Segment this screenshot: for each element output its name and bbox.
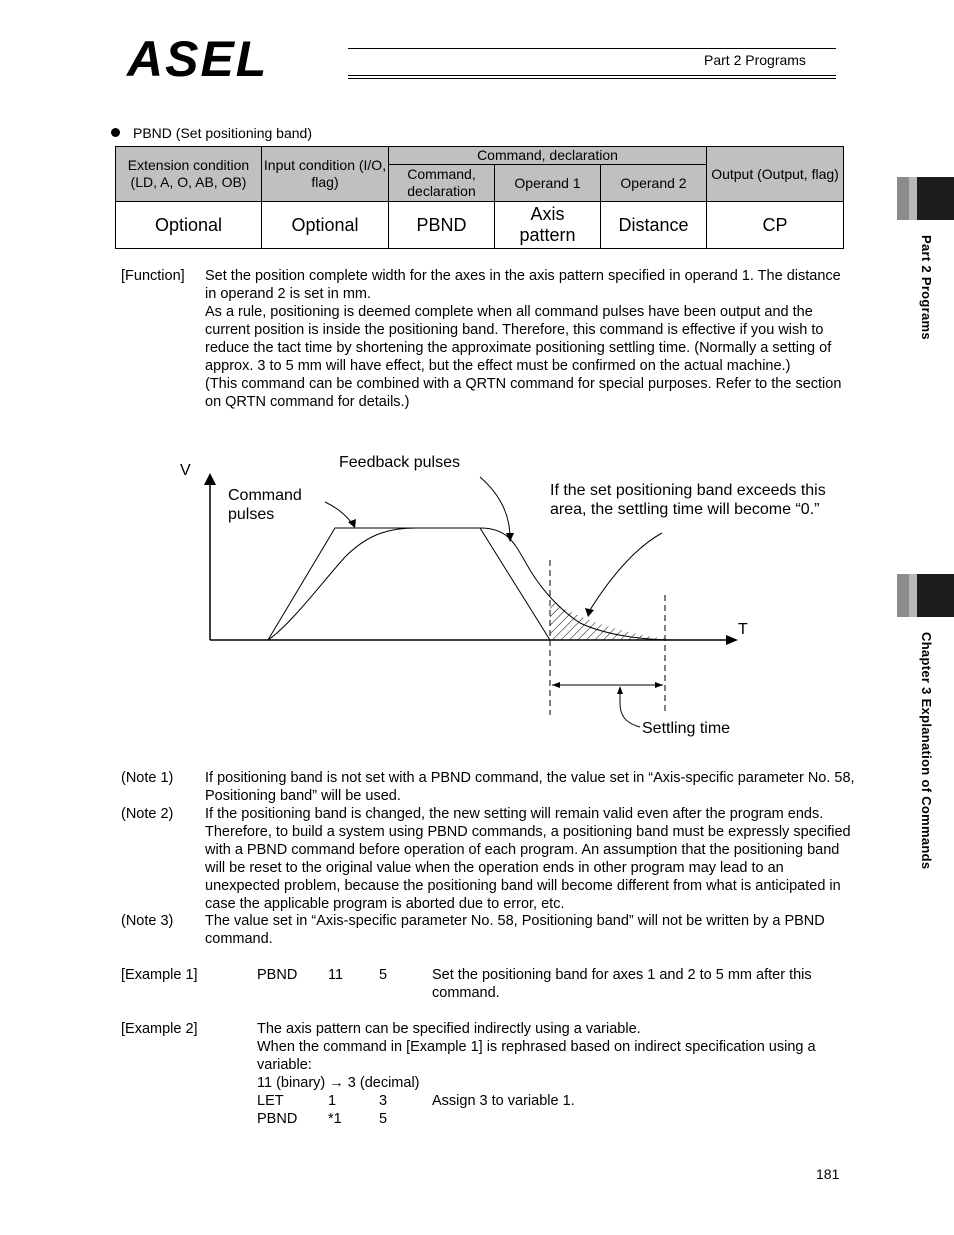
note-3-text: The value set in “Axis-specific parameter No. 58, Positioning band” will not be written by a PBND command. — [205, 913, 825, 947]
example-1-command: PBND — [257, 967, 298, 983]
example-1-description: Set the positioning band for axes 1 and 2 to 5 mm after this command. — [432, 967, 812, 1001]
note-3-label: (Note 3) — [121, 913, 174, 929]
function-paragraph-1: Set the position complete width for the axes in the axis pattern specified in operand 1. The distance in operand 2 is set in mm. — [205, 268, 841, 302]
arrowhead-right-icon — [655, 682, 663, 688]
side-chapter-label: Chapter 3 Explanation of Commands — [919, 632, 934, 870]
function-label: [Function] — [121, 268, 185, 284]
logo-text: ASEL — [127, 33, 269, 79]
band-note-arrow-icon — [585, 608, 594, 617]
function-text — [205, 267, 855, 411]
example-2-row1-description: Assign 3 to variable 1. — [432, 1093, 575, 1109]
header-extension-condition: Extension condition (LD, A, O, AB, OB) — [116, 147, 262, 202]
command-leader — [325, 502, 353, 525]
note-2-label: (Note 2) — [121, 806, 174, 822]
band-note-line1: If the set positioning band exceeds this — [550, 482, 826, 499]
header-part-label: Part 2 Programs — [704, 52, 806, 68]
feedback-pulses-curve — [268, 528, 675, 640]
axis-t-label: T — [738, 621, 748, 638]
example-2-row2-command: PBND — [257, 1111, 298, 1127]
value-extension: Optional — [116, 202, 262, 249]
v-axis-arrow-icon — [204, 473, 216, 485]
settling-leader — [620, 691, 640, 727]
example-1-label: [Example 1] — [121, 967, 198, 983]
example-2-row1-operand1: 1 — [328, 1093, 337, 1109]
command-pulses-curve — [268, 528, 550, 640]
band-note-leader — [590, 533, 662, 610]
example-2-conversion: 11 (binary) → 3 (decimal) — [257, 1075, 420, 1091]
side-part-label: Part 2 Programs — [919, 235, 934, 340]
example-1 — [121, 966, 861, 1006]
section-title: PBND (Set positioning band) — [133, 125, 312, 141]
settling-leader-arrow-icon — [617, 686, 623, 694]
axis-v-label: V — [180, 462, 191, 479]
header-input-condition: Input condition (I/O, flag) — [262, 147, 389, 202]
value-output: CP — [707, 202, 844, 249]
example-2-row1-command: LET — [257, 1093, 284, 1109]
example-2-row1-operand2: 3 — [379, 1093, 388, 1109]
header-output: Output (Output, flag) — [707, 147, 844, 202]
band-note-line2: area, the settling time will become “0.” — [550, 501, 820, 518]
example-2 — [121, 1020, 861, 1135]
example-2-line2: When the command in [Example 1] is rephrased based on indirect specification using a variable: — [257, 1039, 816, 1073]
value-command: PBND — [389, 202, 495, 249]
header-operand1: Operand 1 — [495, 165, 601, 202]
example-2-text — [257, 1020, 857, 1092]
command-label-line2: pulses — [228, 506, 275, 523]
example-2-row2-operand2: 5 — [379, 1111, 388, 1127]
t-axis-arrow-icon — [726, 635, 738, 645]
feedback-label: Feedback pulses — [339, 454, 460, 471]
header-rule — [348, 48, 836, 49]
example-2-label: [Example 2] — [121, 1021, 198, 1037]
example-2-line1: The axis pattern can be specified indirectly using a variable. — [257, 1021, 641, 1037]
value-input: Optional — [262, 202, 389, 249]
chapter-tab-marker — [897, 574, 954, 617]
note-1-label: (Note 1) — [121, 770, 174, 786]
function-paragraph-3: (This command can be combined with a QRTN command for special purposes. Refer to the section on QRTN command for details.) — [205, 376, 842, 410]
arrowhead-left-icon — [552, 682, 560, 688]
example-1-operand1: 11 — [328, 967, 344, 983]
note-2-text: If the positioning band is changed, the new setting will remain valid even after the program ends. Therefore, to build a system using PBND commands, a positioning band must be expressly specified with a PBND command before operation of each program. An assumption that the positioning band will be reset to the original value when the operation ends in other program may lead to an unexpected problem, because the positioning band will become different from what is anticipated in case the applicable program is aborted due to error, etc. — [205, 806, 851, 912]
function-paragraph-2: As a rule, positioning is deemed complete when all command pulses have been output and the current position is inside the positioning band. Therefore, this command is effective if you wish to reduce the tact time by shortening the approximate positioning settling time. (Normally a setting of approx. 3 to 5 mm will have effect, but the effect must be confirmed on the actual machine.) — [205, 304, 832, 374]
settling-time-diagram — [170, 445, 870, 750]
header-command: Command, declaration — [389, 165, 495, 202]
header-rule — [348, 75, 836, 76]
part-tab-marker — [897, 177, 954, 220]
page-number: 181 — [816, 1166, 840, 1182]
value-operand2: Distance — [601, 202, 707, 249]
function-section — [121, 267, 861, 432]
example-1-operand2: 5 — [379, 967, 388, 983]
header-rule — [348, 78, 836, 79]
note-1-text: If positioning band is not set with a PBND command, the value set in “Axis-specific parameter No. 58, Positioning band” will be used. — [205, 770, 855, 804]
command-label-line1: Command — [228, 487, 302, 504]
feedback-leader-arrow-icon — [506, 533, 514, 542]
value-operand1: Axis pattern — [495, 202, 601, 249]
feedback-leader — [480, 477, 510, 538]
command-table — [115, 146, 844, 249]
header-operand2: Operand 2 — [601, 165, 707, 202]
bullet-icon — [111, 128, 120, 137]
asel-logo — [125, 33, 350, 79]
example-2-row2-operand1: *1 — [328, 1111, 342, 1127]
header-command-group: Command, declaration — [389, 147, 707, 165]
settling-time-label: Settling time — [642, 720, 731, 737]
